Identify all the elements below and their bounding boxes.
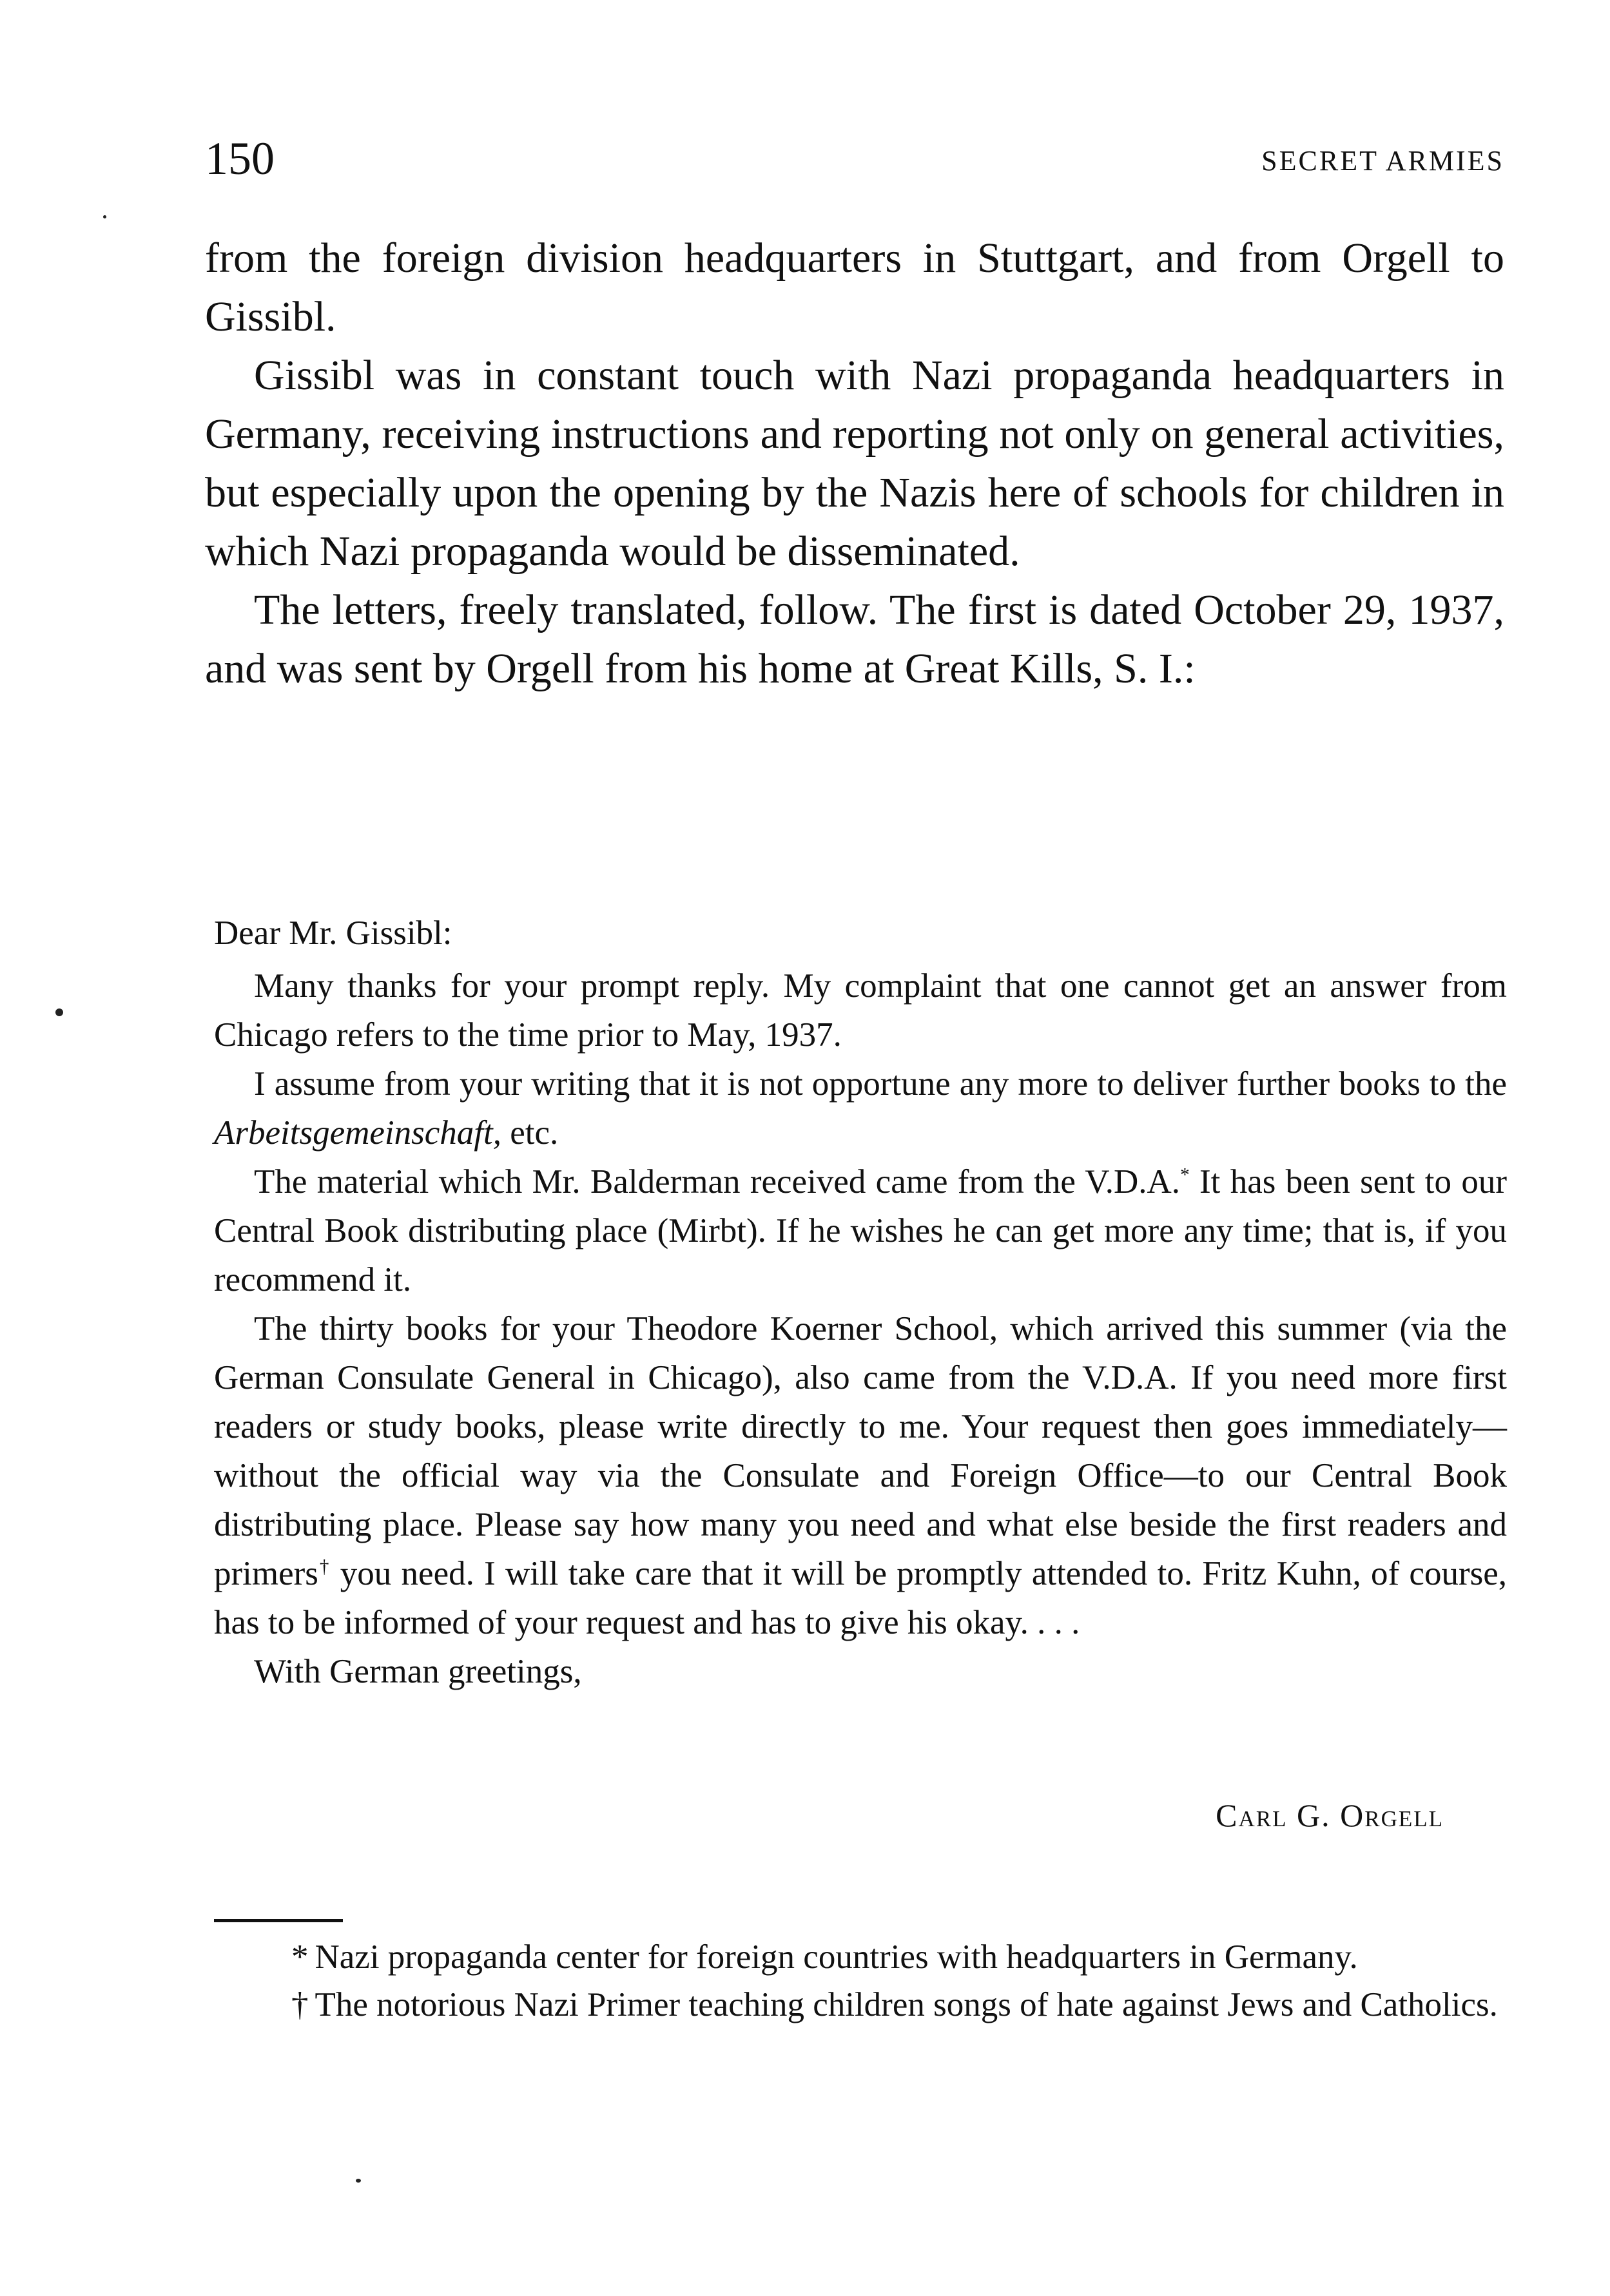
letter-text: It has been sent to our Central Book distributing place (Mirbt). If he wishes he can get more any time; that is, if you recommend it. (214, 1163, 1507, 1298)
letter-text: The material which Mr. Balderman received came from the V.D.A. (254, 1163, 1181, 1201)
letter-paragraph (214, 1304, 1507, 1647)
letter-paragraph (214, 1059, 1507, 1157)
letter-text: I assume from your writing that it is not opportune any more to deliver further books to the (254, 1065, 1507, 1103)
footnotes (214, 1933, 1507, 2029)
page-number: 150 (205, 133, 275, 184)
main-text (205, 229, 1504, 698)
letter-text: The thirty books for your Theodore Koerner School, which arrived this summer (via the German Consulate General in Chicago), also came from the V.D.A. If you need more first readers or study books, please write directly to me. Your request then goes immediately—without the official way via the Consulate and Foreign Office—to our Central Book distributing place. Please say how many you need and what else beside the first readers and primers (214, 1310, 1507, 1592)
footnote-reference: * (1180, 1164, 1190, 1186)
paragraph: Gissibl was in constant touch with Nazi propaganda headquarters in Germany, receiving instructions and reporting not only on general activities, but especially upon the opening by the Nazis here of schools for children in which Nazi propaganda would be disseminated. (205, 352, 1504, 575)
footnote-text: The notorious Nazi Primer teaching children songs of hate against Jews and Catholics. (315, 1986, 1498, 2023)
letter-closing: With German greetings, (254, 1653, 582, 1690)
paragraph: from the foreign division headquarters in Stuttgart, and from Orgell to Gissibl. (205, 235, 1504, 340)
footnote-text: Nazi propaganda center for foreign countries with headquarters in Germany. (315, 1938, 1358, 1976)
letter-italic-term: Arbeitsgemeinschaft, (214, 1114, 501, 1152)
scan-speck (55, 1008, 63, 1016)
running-head: SECRET ARMIES (1261, 145, 1504, 177)
footnote (214, 1933, 1507, 1981)
page-header (205, 126, 1504, 191)
footnote (214, 1981, 1507, 2029)
scan-speck (356, 2179, 361, 2183)
letter-signature: Carl G. Orgell (1216, 1797, 1444, 1833)
letter-text: etc. (501, 1114, 559, 1152)
footnote-mark: † (291, 1986, 309, 2023)
footnote-divider (214, 1919, 343, 1922)
letter-paragraph: Many thanks for your prompt reply. My complaint that one cannot get an answer from Chicago refers to the time prior to May, 1937. (214, 967, 1507, 1054)
footnote-mark: * (291, 1938, 309, 1976)
scan-speck (103, 215, 106, 218)
paragraph: The letters, freely translated, follow. The first is dated October 29, 1937, and was sent by Orgell from his home at Great Kills, S. I.: (205, 586, 1504, 692)
letter-paragraph (214, 1157, 1507, 1304)
quoted-letter (214, 909, 1507, 1696)
footnote-reference: † (318, 1556, 331, 1577)
letter-text: you need. I will take care that it will be promptly attended to. Fritz Kuhn, of course, has to be informed of your request and has to give his okay. . . . (214, 1555, 1507, 1641)
letter-salutation: Dear Mr. Gissibl: (214, 914, 452, 952)
